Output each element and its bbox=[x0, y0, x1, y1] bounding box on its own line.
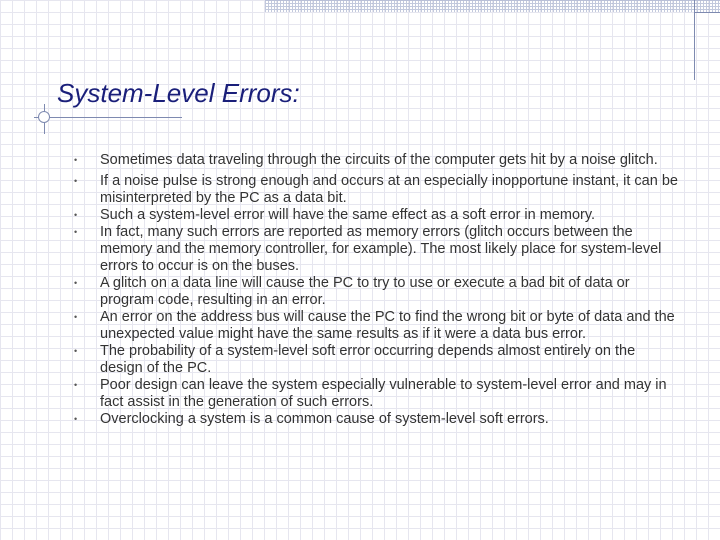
slide-title: System-Level Errors: bbox=[57, 78, 300, 108]
list-item-text: In fact, many such errors are reported as memory errors (glitch occurs between the memory and the memory controller, for example). The most likely place for system-level errors to occur is on the buses. bbox=[100, 224, 662, 274]
list-item-text: If a noise pulse is strong enough and occurs at an especially inopportune instant, it can be misinterpreted by the PC as a data bit. bbox=[100, 173, 678, 206]
list-item bbox=[70, 152, 680, 169]
list-item bbox=[70, 377, 680, 411]
bullet-icon: • bbox=[74, 380, 78, 390]
bullet-list bbox=[70, 152, 680, 428]
bullet-icon: • bbox=[74, 414, 78, 424]
list-item bbox=[70, 207, 680, 224]
bullet-icon: • bbox=[74, 278, 78, 288]
bullet-icon: • bbox=[74, 210, 78, 220]
list-item bbox=[70, 411, 680, 428]
list-item-text: Poor design can leave the system especially vulnerable to system-level error and may in fact assist in the generation of such errors. bbox=[100, 377, 667, 410]
bullet-icon: • bbox=[74, 312, 78, 322]
list-item-text: Sometimes data traveling through the circuits of the computer gets hit by a noise glitch. bbox=[100, 152, 658, 168]
bullet-icon: • bbox=[74, 227, 78, 237]
top-decorative-band bbox=[265, 0, 720, 12]
list-item-text: Overclocking a system is a common cause of system-level soft errors. bbox=[100, 411, 549, 427]
crosshair-icon bbox=[38, 111, 50, 123]
list-item-text: An error on the address bus will cause the PC to find the wrong bit or byte of data and the unexpected value might have the same results as if it were a data bus error. bbox=[100, 309, 675, 342]
right-decorative-tick bbox=[694, 12, 720, 13]
list-item-text: Such a system-level error will have the same effect as a soft error in memory. bbox=[100, 207, 596, 223]
list-item bbox=[70, 275, 680, 309]
bullet-icon: • bbox=[74, 346, 78, 356]
list-item-text: The probability of a system-level soft error occurring depends almost entirely on the design of the PC. bbox=[100, 343, 636, 376]
bullet-icon: • bbox=[74, 176, 78, 186]
title-underline bbox=[34, 117, 182, 118]
bullet-icon: • bbox=[74, 155, 78, 165]
list-item bbox=[70, 309, 680, 343]
list-item-text: A glitch on a data line will cause the PC to try to use or execute a bad bit of data or program code, resulting in an error. bbox=[100, 275, 630, 308]
list-item bbox=[70, 224, 680, 275]
list-item bbox=[70, 173, 680, 207]
list-item bbox=[70, 343, 680, 377]
